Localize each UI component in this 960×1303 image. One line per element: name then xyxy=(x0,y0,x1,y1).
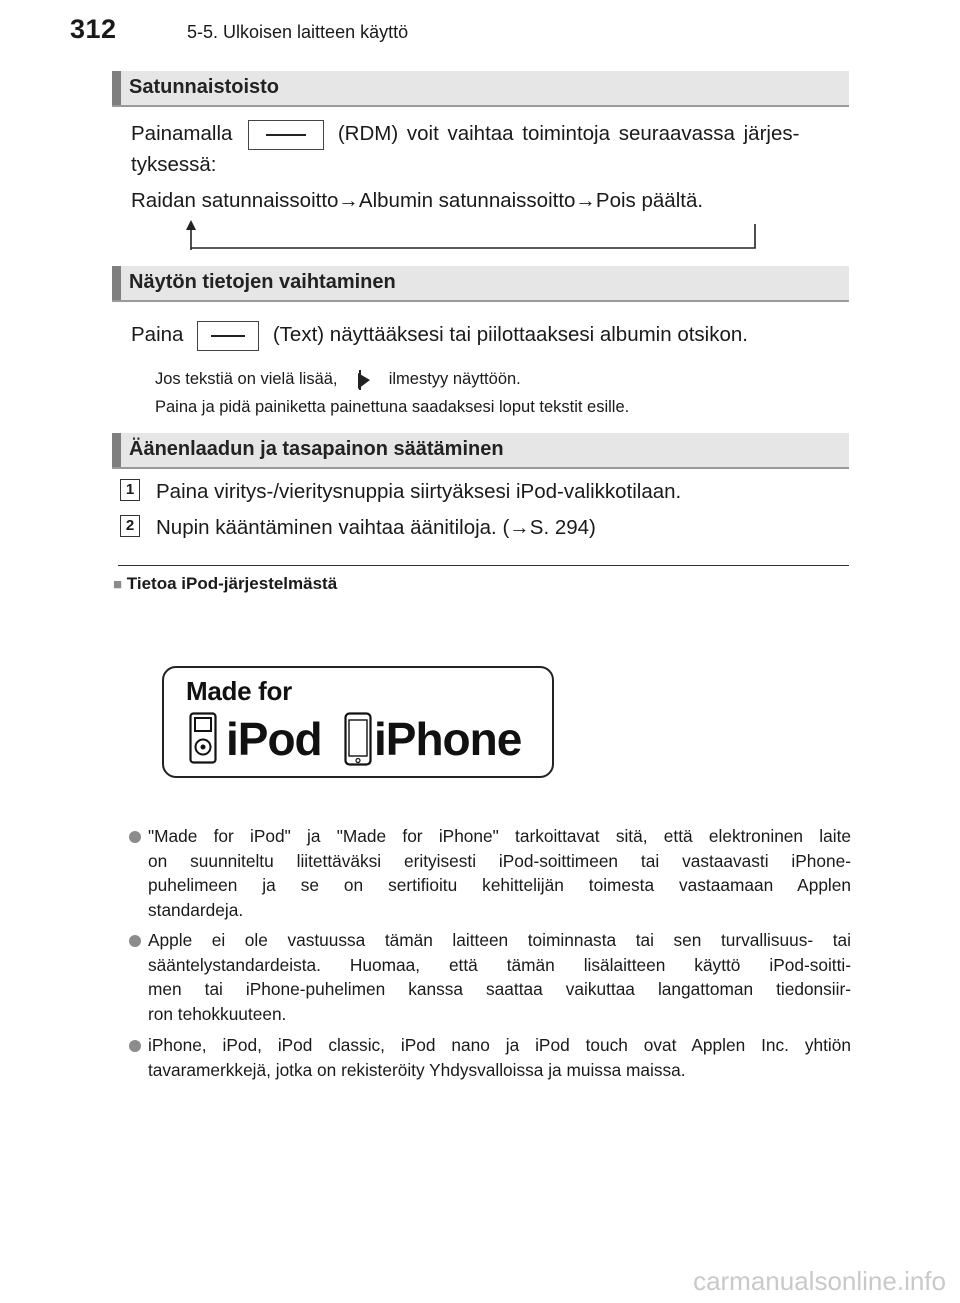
bullet-1-line: standardeja. xyxy=(148,899,244,920)
step-number-2: 2 xyxy=(120,515,140,537)
rdm-button-icon xyxy=(248,120,324,150)
display-instruction xyxy=(131,319,748,351)
section-heading-sound xyxy=(112,433,849,469)
divider xyxy=(118,565,849,566)
bullet-2-line: men tai iPhone-puhelimen kanssa saattaa vaikuttaa langattoman tiedonsiir- xyxy=(148,979,851,999)
step-text-1: Paina viritys-/vieritysnuppia siirtyäksesi iPod-valikkotilaan. xyxy=(156,480,682,503)
logo-ipod: iPod xyxy=(226,713,322,765)
step-number-1: 1 xyxy=(120,479,140,501)
bullet-1-line: "Made for iPod" ja "Made for iPhone" tarkoittavat sitä, että elektroninen laite xyxy=(148,826,851,846)
note1-before: Jos tekstiä on vielä lisää, xyxy=(155,370,338,388)
section-title: Äänenlaadun ja tasapainon säätäminen xyxy=(129,438,504,460)
shuffle-instruction xyxy=(131,118,851,150)
watermark: carmanualsonline.info xyxy=(693,1266,946,1296)
bullet-3-line: iPhone, iPod, iPod classic, iPod nano ja iPod touch ovat Applen Inc. yhtiön xyxy=(148,1035,851,1055)
section-heading-shuffle xyxy=(112,71,849,107)
bullet-2-line: ron tehokkuuteen. xyxy=(148,1003,287,1024)
bullet-1-line: puhelimeen ja se on sertifioitu kehittelijän toimesta vastaamaan Applen xyxy=(148,875,851,895)
ipod-icon xyxy=(189,712,217,764)
bullet-paragraph-2 xyxy=(148,928,851,1026)
info-heading xyxy=(113,574,337,594)
bullet-1-line: on suunniteltu liitettäväksi erityisesti iPod-soittimeen tai vastaavasti iPhone- xyxy=(148,850,851,871)
made-for-ipod-iphone-logo xyxy=(162,666,554,778)
more-text-arrow-icon xyxy=(348,368,378,392)
chapter-title: 5-5. Ulkoisen laitteen käyttö xyxy=(187,22,409,42)
bullet-paragraph-1 xyxy=(148,824,851,922)
section-title: Satunnaistoisto xyxy=(129,76,280,98)
info-heading-text: Tietoa iPod-järjestelmästä xyxy=(126,574,338,593)
bullet-icon xyxy=(129,831,141,843)
square-bullet-icon: ■ xyxy=(113,576,123,593)
display-note-1 xyxy=(155,367,521,392)
bullet-icon xyxy=(129,1040,141,1052)
note1-after: ilmestyy näyttöön. xyxy=(388,370,521,388)
logo-iphone: iPhone xyxy=(374,713,522,765)
shuffle-text-line2: tyksessä: xyxy=(131,153,217,176)
shuffle-text-after: (RDM) voit vaihtaa toimintoja seuraavassa järjes- xyxy=(337,122,800,145)
text-button-icon xyxy=(197,321,259,351)
step-text-2: Nupin kääntäminen vaihtaa äänitiloja. (→S. 294) xyxy=(156,516,596,539)
logo-made-for: Made for xyxy=(186,676,292,706)
bullet-2-line: sääntelystandardeista. Huomaa, että tämän lisälaitteen käyttö iPod-soitti- xyxy=(148,954,851,975)
iphone-icon xyxy=(344,712,372,766)
bullet-2-line: Apple ei ole vastuussa tämän laitteen toiminnasta tai sen turvallisuus- tai xyxy=(148,930,851,950)
bullet-icon xyxy=(129,935,141,947)
bullet-3-line: tavaramerkkejä, jotka on rekisteröity Yhdysvalloissa ja muissa maissa. xyxy=(148,1059,686,1080)
shuffle-text-before: Painamalla xyxy=(131,122,233,145)
display-note-2: Paina ja pidä painiketta painettuna saadaksesi loput tekstit esille. xyxy=(155,398,630,416)
shuffle-sequence: Raidan satunnaissoitto→Albumin satunnaissoitto→Pois päältä. xyxy=(131,189,704,212)
display-text-before: Paina xyxy=(131,323,184,346)
display-text-after: (Text) näyttääksesi tai piilottaaksesi albumin otsikon. xyxy=(272,323,748,346)
section-heading-display xyxy=(112,266,849,302)
section-title: Näytön tietojen vaihtaminen xyxy=(129,271,396,293)
bullet-paragraph-3 xyxy=(148,1033,851,1082)
cycle-arrow-icon xyxy=(180,218,770,252)
page-number: 312 xyxy=(70,14,117,44)
